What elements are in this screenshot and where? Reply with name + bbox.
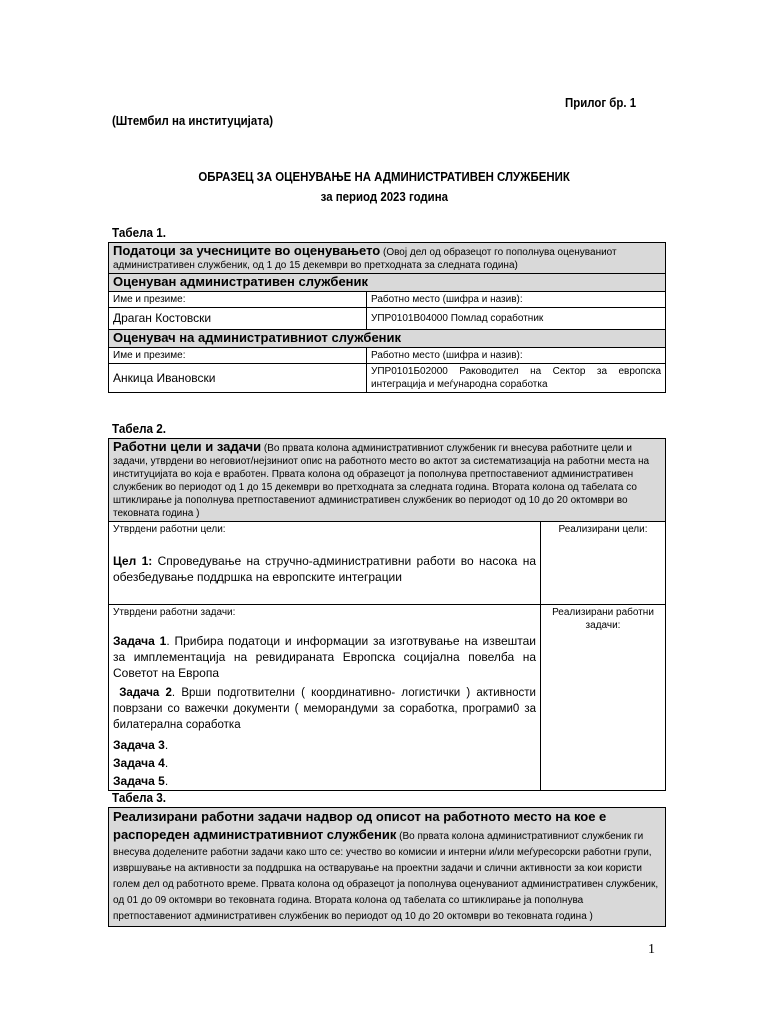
table3-label: Табела 3.: [112, 790, 167, 805]
evaluated-header: Оценуван административен службеник: [113, 274, 369, 289]
goal-1-prefix: Цел 1:: [113, 554, 153, 568]
task-2-prefix: Задача 2: [119, 687, 172, 699]
evaluator-position-label: Работно место (шифра и назив):: [367, 348, 666, 364]
participants-table: [108, 242, 666, 393]
realized-goals-label: Реализирани цели:: [541, 522, 666, 605]
evaluated-name-label: Име и презиме:: [109, 292, 367, 308]
tasks-cell: [109, 605, 541, 791]
form-period: за период 2023 година: [320, 189, 448, 204]
task-5: Задача 5.: [113, 774, 169, 788]
extra-tasks-table: [108, 807, 666, 927]
evaluated-header-cell: [109, 274, 666, 292]
evaluator-header-cell: [109, 330, 666, 348]
goals-header: [109, 439, 666, 522]
task-2-text: . Врши подготвителни ( координативно- логистички ) активности поврзани со важечки документи ( меморандуми за соработка, програми0 за билатерална соработка: [113, 687, 536, 731]
tasks-label: Утврдени работни задачи:: [113, 607, 236, 618]
task-2: [113, 685, 536, 733]
evaluated-position: УПР0101В04000 Помлад соработник: [367, 308, 666, 330]
extra-tasks-header: [109, 808, 666, 927]
goals-note: (Во првата колона административниот службеник ги внесува работните цели и задачи, утврдени во неговиот/нејзиниот опис на работното место во актот за систематизација на работни места на институцијата во која е вработен. Првата колона од образецот ја пополнува претпоставениот административен службеник во периодот од 1 до 15 декември во претходната за следната година. Втората колона од табелата со штиклирање ја пополнува претпоставениот административен службеник во периодот од 10 до 20 октомври во тековната година ): [113, 443, 650, 519]
realized-tasks-label: Реализирани работни задачи:: [541, 605, 666, 791]
evaluated-name: Драган Костовски: [109, 308, 367, 330]
task-3: Задача 3.: [113, 738, 169, 752]
goals-tasks-table: [108, 438, 666, 791]
participants-header: [109, 243, 666, 274]
participants-note: (Овој дел од образецот го пополнува оценуваниот административен службеник, од 1 до 15 декември во претходната за следната година): [113, 247, 617, 271]
form-title: ОБРАЗЕЦ ЗА ОЦЕНУВАЊЕ НА АДМИНИСТРАТИВЕН СЛУЖБЕНИК: [198, 169, 570, 184]
table1-label: Табела 1.: [112, 225, 167, 240]
evaluator-position: УПР0101Б02000 Раководител на Сектор за европска интеграција и меѓународна соработка: [367, 364, 666, 393]
extra-tasks-note: (Во првата колона административниот службеник ги внесува доделените работни задачи како што се: учество во комисии и интерни и/или меѓуресорски работни групи, извршување на активности за поддршка на остварување на проектни задачи и слични активности за кои користи голем дел од работното време. Првата колона од образецот ја пополнува оценуваниот административен службеник, од 01 до 09 октомври во тековната година. Втората колона од табелата со штиклирање ја пополнува претпоставениот административен службеник во периодот од 10 до 20 октомври во тековната година ): [113, 831, 659, 922]
goals-title: Работни цели и задачи: [113, 439, 262, 454]
goals-label: Утврдени работни цели:: [113, 524, 226, 535]
annex-number: Прилог бр. 1: [565, 95, 637, 110]
page-number: 1: [648, 942, 655, 957]
extra-tasks-title: Реализирани работни задачи надвор од описот на работното место на кое е распореден административниот службеник: [113, 809, 607, 842]
evaluator-header: Оценувач на административниот службеник: [113, 330, 402, 345]
institution-stamp-label: (Штембил на институцијата): [112, 113, 273, 128]
goals-cell: [109, 522, 541, 605]
goal-1: [113, 553, 536, 585]
evaluator-name-label: Име и презиме:: [109, 348, 367, 364]
task-1-prefix: Задача 1: [113, 634, 167, 648]
task-1-text: . Прибира податоци и информации за изготвување на извештаи за имплементација на ревидираната Европска социјална повелба на Советот на Европа: [113, 634, 536, 680]
participants-title: Податоци за учесниците во оценувањето: [113, 243, 381, 258]
evaluator-name: Анкица Ивановски: [109, 364, 367, 393]
goal-1-text: Спроведување на стручно-административни работи во насока на обезбедување поддршка на европските интеграции: [113, 554, 536, 584]
task-4: Задача 4.: [113, 756, 169, 770]
table2-label: Табела 2.: [112, 421, 167, 436]
evaluated-position-label: Работно место (шифра и назив):: [367, 292, 666, 308]
task-1: [113, 633, 536, 681]
